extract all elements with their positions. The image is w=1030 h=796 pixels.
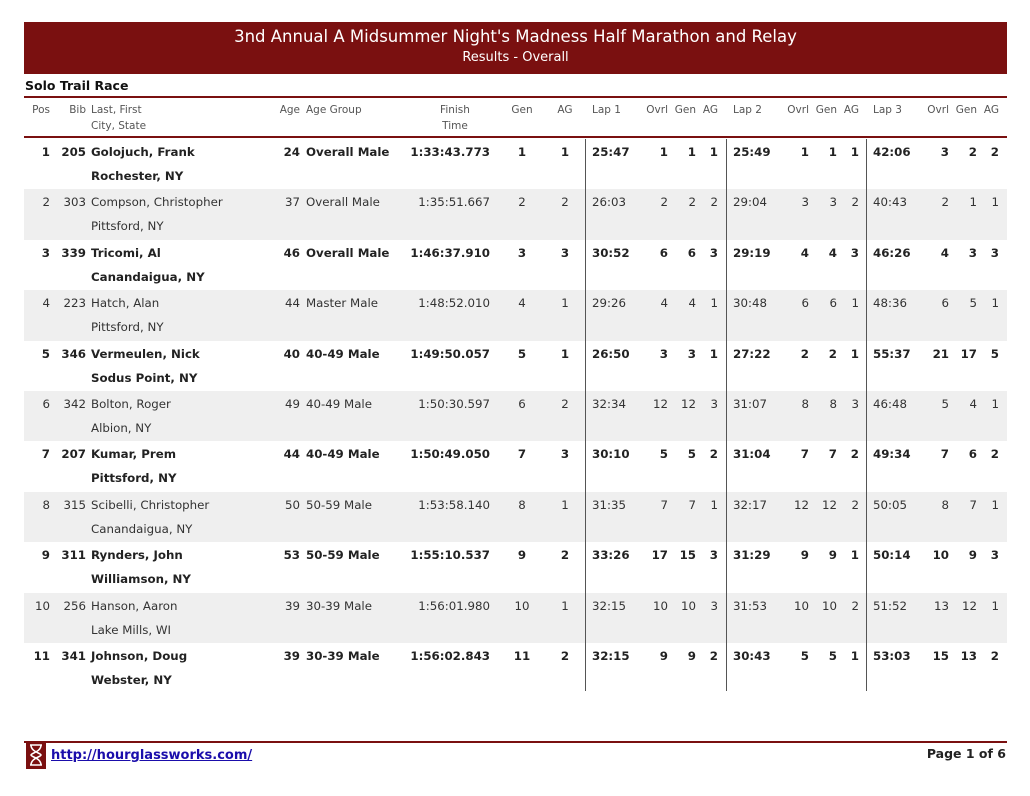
row-bib: 256 [63,598,86,613]
row-lap2-gen: 12 [821,497,837,512]
row-lap2-ovrl: 6 [801,296,809,311]
row-lap2-time: 31:53 [733,598,767,613]
row-age-group: 30-39 Male [306,648,380,663]
row-gen-rank: 9 [517,548,527,563]
row-bib: 207 [61,447,86,462]
row-ag-rank: 1 [560,346,570,361]
row-lap3-time: 48:36 [873,296,907,311]
row-lap3-gen: 1 [969,195,977,210]
row-lap1-gen: 6 [687,245,696,260]
row-finish-time: 1:33:43.773 [410,145,490,159]
row-bib: 315 [63,497,86,512]
row-gen-rank: 1 [517,145,527,159]
row-bib: 223 [63,296,86,311]
row-lap2-time: 31:04 [733,447,771,462]
row-lap2-ovrl: 7 [800,447,809,462]
row-age: 49 [284,396,300,411]
row-lap1-gen: 9 [687,648,696,663]
row-lap3-ovrl: 3 [940,145,949,159]
row-city: Pittsford, NY [91,471,177,486]
row-lap2-ovrl: 1 [800,145,809,159]
row-pos: 4 [42,296,50,311]
row-name: Tricomi, Al [91,245,161,260]
col-lap3-ovrl: Ovrl [927,104,949,116]
row-lap2-ovrl: 12 [793,497,809,512]
table-row [24,492,1007,542]
row-lap1-time: 32:15 [592,648,630,663]
row-lap3-time: 40:43 [873,195,907,210]
row-age: 24 [283,145,300,159]
lap1-separator [585,139,586,691]
row-ag-rank: 1 [561,598,569,613]
hourglass-icon [26,741,46,769]
row-lap2-ag: 1 [850,648,859,663]
row-lap2-gen: 10 [821,598,837,613]
row-lap1-ag: 1 [710,296,718,311]
row-lap3-ag: 2 [990,648,999,663]
row-age: 44 [283,447,300,462]
row-pos: 1 [41,145,50,159]
col-city: City, State [91,120,147,132]
row-lap3-ag: 2 [990,447,999,462]
row-age: 39 [283,648,300,663]
row-lap3-ag: 1 [991,296,999,311]
row-lap3-ag: 5 [990,346,999,361]
row-lap1-ovrl: 1 [659,145,668,159]
row-age: 53 [283,548,300,563]
row-bib: 342 [63,396,86,411]
row-lap1-time: 31:35 [592,497,626,512]
row-lap2-time: 27:22 [733,346,771,361]
col-lap3-gen: Gen [955,104,977,116]
row-lap1-ag: 2 [709,447,718,462]
row-lap2-gen: 3 [829,195,837,210]
row-bib: 311 [61,548,86,563]
row-lap1-gen: 1 [687,145,696,159]
row-lap2-time: 30:48 [733,296,767,311]
row-lap2-ag: 1 [851,296,859,311]
row-lap2-ag: 2 [851,598,859,613]
row-lap3-ag: 1 [991,598,999,613]
row-lap2-ovrl: 9 [800,548,809,563]
row-finish-time: 1:50:49.050 [410,447,490,462]
row-lap1-ag: 2 [710,195,718,210]
row-lap1-ovrl: 6 [659,245,668,260]
row-lap1-ag: 3 [710,396,718,411]
column-headers [24,100,1007,134]
row-lap3-ag: 1 [991,195,999,210]
row-lap3-gen: 7 [969,497,977,512]
row-lap2-gen: 8 [829,396,837,411]
col-lap2: Lap 2 [733,104,762,116]
row-gen-rank: 6 [518,396,526,411]
row-city: Williamson, NY [91,572,191,587]
col-lap1-ag: AG [702,104,718,116]
col-age-group: Age Group [306,104,362,116]
row-lap1-time: 32:34 [592,396,626,411]
row-pos: 11 [33,648,50,663]
row-lap1-ag: 1 [709,346,718,361]
row-gen-rank: 5 [517,346,527,361]
row-lap3-gen: 4 [969,396,977,411]
row-gen-rank: 11 [513,648,531,663]
table-row [24,391,1007,441]
row-gen-rank: 3 [517,245,527,260]
row-age-group: 30-39 Male [306,598,372,613]
row-lap2-gen: 9 [828,548,837,563]
row-age: 37 [284,195,300,210]
row-ag-rank: 2 [561,396,569,411]
col-gen: Gen [511,104,533,116]
table-row [24,441,1007,491]
row-gen-rank: 10 [514,598,530,613]
row-lap1-ovrl: 2 [660,195,668,210]
page-subtitle: Results - Overall [462,50,569,65]
row-age: 50 [284,497,300,512]
row-lap3-time: 42:06 [873,145,911,159]
row-lap1-gen: 7 [688,497,696,512]
row-lap2-gen: 4 [828,245,837,260]
row-lap2-gen: 5 [828,648,837,663]
row-age-group: 50-59 Male [306,548,380,563]
row-lap2-ag: 1 [850,346,859,361]
table-row [24,341,1007,391]
row-lap2-ovrl: 4 [800,245,809,260]
row-lap3-ovrl: 7 [940,447,949,462]
row-lap3-time: 46:26 [873,245,911,260]
row-lap1-gen: 15 [679,548,696,563]
row-age: 40 [283,346,300,361]
row-lap1-time: 33:26 [592,548,630,563]
row-finish-time: 1:53:58.140 [418,497,490,512]
row-name: Hatch, Alan [91,296,160,311]
row-lap2-gen: 7 [828,447,837,462]
row-lap1-ovrl: 10 [652,598,668,613]
row-lap2-time: 29:04 [733,195,767,210]
col-bib: Bib [69,104,86,116]
row-gen-rank: 4 [518,296,526,311]
row-lap2-ag: 3 [851,396,859,411]
page-title: 3nd Annual A Midsummer Night's Madness Half Marathon and Relay [234,27,797,46]
col-lap3-ag: AG [983,104,999,116]
row-lap1-ag: 1 [710,497,718,512]
row-lap1-ovrl: 3 [659,346,668,361]
row-lap1-gen: 10 [680,598,696,613]
row-bib: 303 [63,195,86,210]
row-pos: 5 [41,346,50,361]
row-name: Vermeulen, Nick [91,346,200,361]
row-lap3-gen: 17 [960,346,977,361]
row-bib: 346 [61,346,86,361]
row-lap3-gen: 6 [968,447,977,462]
row-finish-time: 1:50:30.597 [418,396,490,411]
row-lap3-ovrl: 10 [932,548,949,563]
row-name: Johnson, Doug [91,648,188,663]
row-city: Rochester, NY [91,169,184,183]
row-pos: 2 [42,195,50,210]
row-gen-rank: 8 [518,497,526,512]
row-pos: 6 [42,396,50,411]
col-name: Last, First [91,104,142,116]
col-lap2-ag: AG [843,104,859,116]
row-bib: 341 [61,648,86,663]
col-finish: Finish [440,104,470,116]
row-age: 39 [284,598,300,613]
col-lap1: Lap 1 [592,104,621,116]
row-age: 46 [283,245,300,260]
row-lap1-time: 25:47 [592,145,630,159]
col-lap1-gen: Gen [674,104,696,116]
row-lap3-gen: 12 [961,598,977,613]
row-lap1-ag: 1 [709,145,718,159]
row-lap2-ovrl: 3 [801,195,809,210]
row-name: Compson, Christopher [91,195,223,210]
row-lap2-ovrl: 10 [793,598,809,613]
row-lap2-time: 25:49 [733,145,771,159]
row-age: 44 [284,296,300,311]
row-lap3-ag: 3 [990,245,999,260]
row-ag-rank: 1 [561,296,569,311]
col-age: Age [279,104,300,116]
row-age-group: 40-49 Male [306,447,380,462]
table-row [24,290,1007,340]
row-name: Golojuch, Frank [91,145,195,159]
row-lap3-ovrl: 8 [941,497,949,512]
page-number: Page 1 of 6 [926,746,1006,761]
row-lap2-gen: 6 [829,296,837,311]
row-age-group: Overall Male [306,195,380,210]
row-gen-rank: 2 [518,195,526,210]
table-row [24,542,1007,592]
row-lap1-gen: 12 [680,396,696,411]
website-link[interactable]: http://hourglassworks.com/ [51,748,253,763]
row-lap1-ag: 3 [709,548,718,563]
row-age-group: 50-59 Male [306,497,372,512]
col-lap2-gen: Gen [815,104,837,116]
row-finish-time: 1:46:37.910 [410,245,490,260]
row-lap3-ovrl: 15 [932,648,949,663]
row-gen-rank: 7 [517,447,527,462]
col-ag: AG [557,104,573,116]
row-lap1-time: 32:15 [592,598,626,613]
row-lap2-ovrl: 8 [801,396,809,411]
header-divider [24,136,1007,138]
row-lap1-time: 26:50 [592,346,630,361]
row-lap2-time: 32:17 [733,497,767,512]
row-lap3-time: 50:05 [873,497,907,512]
row-pos: 3 [41,245,50,260]
row-lap1-ovrl: 4 [660,296,668,311]
row-lap3-ovrl: 21 [932,346,949,361]
row-lap1-time: 30:10 [592,447,630,462]
row-name: Bolton, Roger [91,396,171,411]
row-age-group: 40-49 Male [306,346,380,361]
row-name: Hanson, Aaron [91,598,178,613]
row-lap3-gen: 3 [968,245,977,260]
row-bib: 339 [61,245,86,260]
row-city: Pittsford, NY [91,219,164,234]
row-ag-rank: 3 [560,245,570,260]
row-lap3-gen: 2 [968,145,977,159]
row-lap2-gen: 2 [828,346,837,361]
row-lap2-time: 31:29 [733,548,771,563]
row-city: Lake Mills, WI [91,622,172,637]
row-pos: 7 [41,447,50,462]
row-finish-time: 1:35:51.667 [418,195,490,210]
row-lap1-gen: 3 [687,346,696,361]
table-row [24,139,1007,189]
row-lap3-time: 51:52 [873,598,907,613]
row-age-group: Master Male [306,296,378,311]
row-pos: 10 [34,598,50,613]
results-table [24,139,1007,693]
row-lap2-time: 29:19 [733,245,771,260]
row-lap2-ag: 1 [850,548,859,563]
row-finish-time: 1:55:10.537 [410,548,490,563]
row-age-group: Overall Male [306,145,390,159]
row-lap3-ag: 2 [990,145,999,159]
row-lap1-gen: 2 [688,195,696,210]
row-pos: 9 [41,548,50,563]
row-lap3-ovrl: 2 [941,195,949,210]
row-lap1-ovrl: 5 [659,447,668,462]
row-lap2-ag: 3 [850,245,859,260]
row-city: Canandaigua, NY [91,521,193,536]
col-lap1-ovrl: Ovrl [646,104,668,116]
row-ag-rank: 1 [560,145,570,159]
lap3-separator [866,139,867,691]
row-lap3-time: 46:48 [873,396,907,411]
row-lap3-ovrl: 4 [940,245,949,260]
row-finish-time: 1:56:02.843 [410,648,490,663]
row-lap1-ovrl: 17 [651,548,668,563]
col-lap2-ovrl: Ovrl [787,104,809,116]
row-city: Albion, NY [91,420,152,435]
table-row [24,593,1007,643]
col-finish-time: Time [442,120,468,132]
row-finish-time: 1:48:52.010 [418,296,490,311]
lap2-separator [726,139,727,691]
row-lap3-gen: 13 [960,648,977,663]
row-name: Scibelli, Christopher [91,497,210,512]
col-pos: Pos [32,104,50,116]
row-name: Kumar, Prem [91,447,177,462]
top-divider [24,96,1007,98]
row-lap2-time: 30:43 [733,648,771,663]
row-city: Webster, NY [91,672,172,687]
row-lap3-ovrl: 6 [941,296,949,311]
row-pos: 8 [42,497,50,512]
row-ag-rank: 2 [560,548,570,563]
row-lap1-ag: 2 [709,648,718,663]
table-row [24,643,1007,693]
row-ag-rank: 3 [560,447,570,462]
row-age-group: 40-49 Male [306,396,372,411]
row-ag-rank: 1 [561,497,569,512]
row-city: Sodus Point, NY [91,370,198,385]
row-bib: 205 [61,145,86,159]
row-lap1-time: 26:03 [592,195,626,210]
row-lap3-ovrl: 13 [933,598,949,613]
row-lap2-ag: 2 [850,447,859,462]
row-lap1-ovrl: 12 [652,396,668,411]
row-lap1-ovrl: 9 [659,648,668,663]
section-title: Solo Trail Race [25,78,129,93]
row-lap3-gen: 5 [969,296,977,311]
row-lap2-ag: 2 [851,195,859,210]
row-finish-time: 1:49:50.057 [410,346,490,361]
title-banner [24,22,1007,74]
col-lap3: Lap 3 [873,104,902,116]
footer-divider [24,741,1007,743]
row-age-group: Overall Male [306,245,390,260]
row-lap1-gen: 4 [688,296,696,311]
row-lap3-ag: 3 [990,548,999,563]
row-lap3-gen: 9 [968,548,977,563]
table-row [24,240,1007,290]
row-ag-rank: 2 [561,195,569,210]
row-lap1-time: 30:52 [592,245,630,260]
row-lap2-ovrl: 5 [800,648,809,663]
row-lap3-time: 49:34 [873,447,911,462]
table-row [24,189,1007,239]
row-city: Pittsford, NY [91,320,164,335]
row-lap1-time: 29:26 [592,296,626,311]
row-lap1-gen: 5 [687,447,696,462]
row-lap3-time: 53:03 [873,648,911,663]
row-ag-rank: 2 [560,648,570,663]
row-lap3-time: 55:37 [873,346,911,361]
row-name: Rynders, John [91,548,183,563]
row-lap1-ag: 3 [710,598,718,613]
row-lap1-ovrl: 7 [660,497,668,512]
row-lap2-gen: 1 [828,145,837,159]
row-lap2-ovrl: 2 [800,346,809,361]
row-lap2-ag: 2 [851,497,859,512]
row-lap3-ovrl: 5 [941,396,949,411]
row-lap3-ag: 1 [991,396,999,411]
row-finish-time: 1:56:01.980 [418,598,490,613]
row-lap3-ag: 1 [991,497,999,512]
row-lap3-time: 50:14 [873,548,911,563]
row-lap2-time: 31:07 [733,396,767,411]
row-lap1-ag: 3 [709,245,718,260]
row-city: Canandaigua, NY [91,269,205,284]
row-lap2-ag: 1 [850,145,859,159]
